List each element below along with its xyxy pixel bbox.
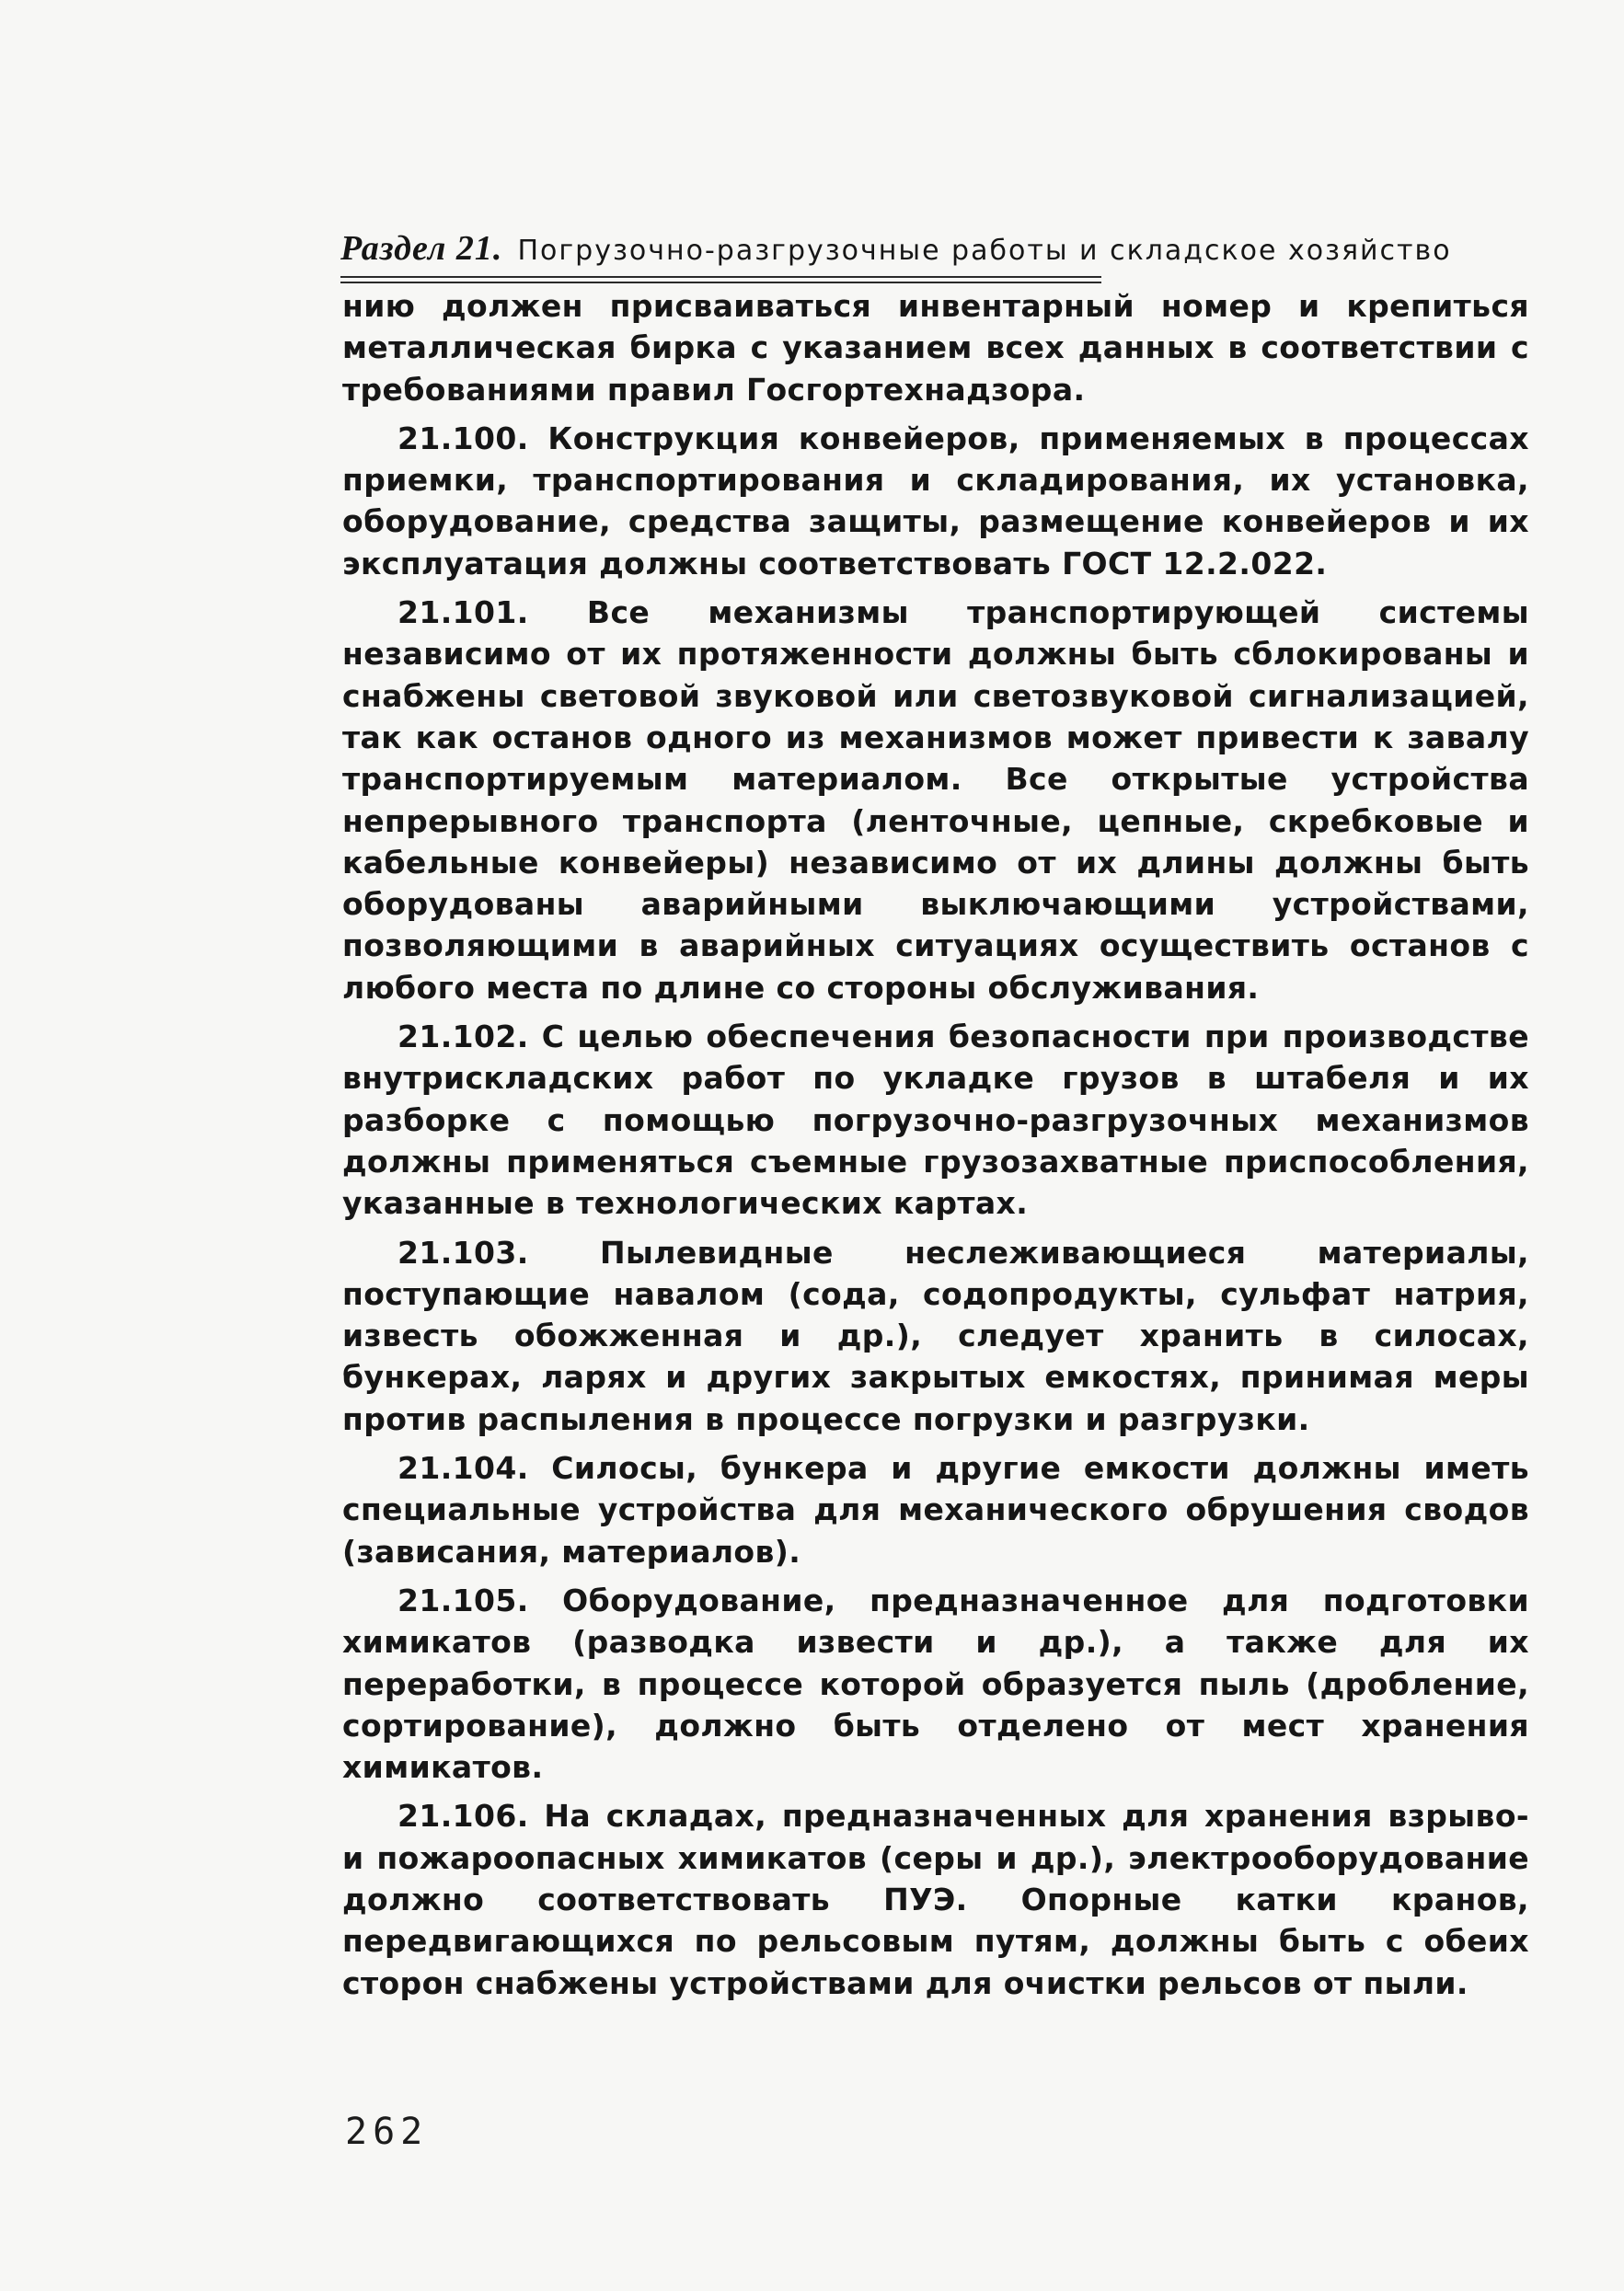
header-rule-bottom xyxy=(340,282,1101,283)
paragraph-21-101: 21.101. Все механизмы транспортирующей системы независимо от их протяженности должны быть сблокированы и снабжены световой звуковой или светозвуковой сигнализацией, так как останов одного из механизмов может привести к завалу транспортируемым материалом. Все открытые устройства непрерывного транспорта (ленточные, цепные, скребковые и кабельные конвейеры) независимо от их длины должны быть оборудованы аварийными выключающими устройствами, позволяющими в аварийных ситуациях осуществить останов с любого места по длине со стороны обслуживания. xyxy=(342,594,1529,1006)
paragraph-continuation: нию должен присваиваться инвентарный номер и крепиться металлическая бирка с указанием всех данных в соответствии с требованиями правил Госгортехнадзора. xyxy=(342,288,1529,408)
paragraph-21-102: 21.102. С целью обеспечения безопасности при производстве внутрискладских работ по укладке грузов в штабеля и их разборке с помощью погрузочно-разгрузочных механизмов должны применяться съемные грузозахватные приспособления, указанные в технологических картах. xyxy=(342,1019,1529,1222)
paragraph-21-104: 21.104. Силосы, бункера и другие емкости должны иметь специальные устройства для механического обрушения сводов (зависания, материалов). xyxy=(342,1450,1529,1570)
paragraph-21-103: 21.103. Пылевидные неслеживающиеся материалы, поступающие навалом (сода, содопродукты, сульфат натрия, известь обожженная и др.), следует хранить в силосах, бункерах, ларях и других закрытых емкостях, принимая меры против распыления в процессе погрузки и разгрузки. xyxy=(342,1234,1529,1437)
page-number: 262 xyxy=(345,2111,429,2153)
paragraph-21-100: 21.100. Конструкция конвейеров, применяемых в процессах приемки, транспортирования и складирования, их установка, оборудование, средства защиты, размещение конвейеров и их эксплуатация должны соответствовать ГОСТ 12.2.022. xyxy=(342,420,1529,581)
section-label: Раздел 21. xyxy=(340,229,503,268)
running-header xyxy=(340,226,1481,273)
paragraph-21-106: 21.106. На складах, предназначенных для хранения взрыво- и пожароопасных химикатов (серы и др.), электрооборудование должно соответствовать ПУЭ. Опорные катки кранов, передвигающихся по рельсовым путям, должны быть с обеих сторон снабжены устройствами для очистки рельсов от пыли. xyxy=(342,1798,1529,2001)
header-rule-top xyxy=(340,276,1101,278)
paragraph-21-105: 21.105. Оборудование, предназначенное для подготовки химикатов (разводка извести и др.), а также для их переработки, в процессе которой образуется пыль (дробление, сортирование), должно быть отделено от мест хранения химикатов. xyxy=(342,1582,1529,1786)
section-title: Погрузочно-разгрузочные работы и складское хозяйство xyxy=(517,235,1452,267)
body-text xyxy=(342,285,1529,2004)
